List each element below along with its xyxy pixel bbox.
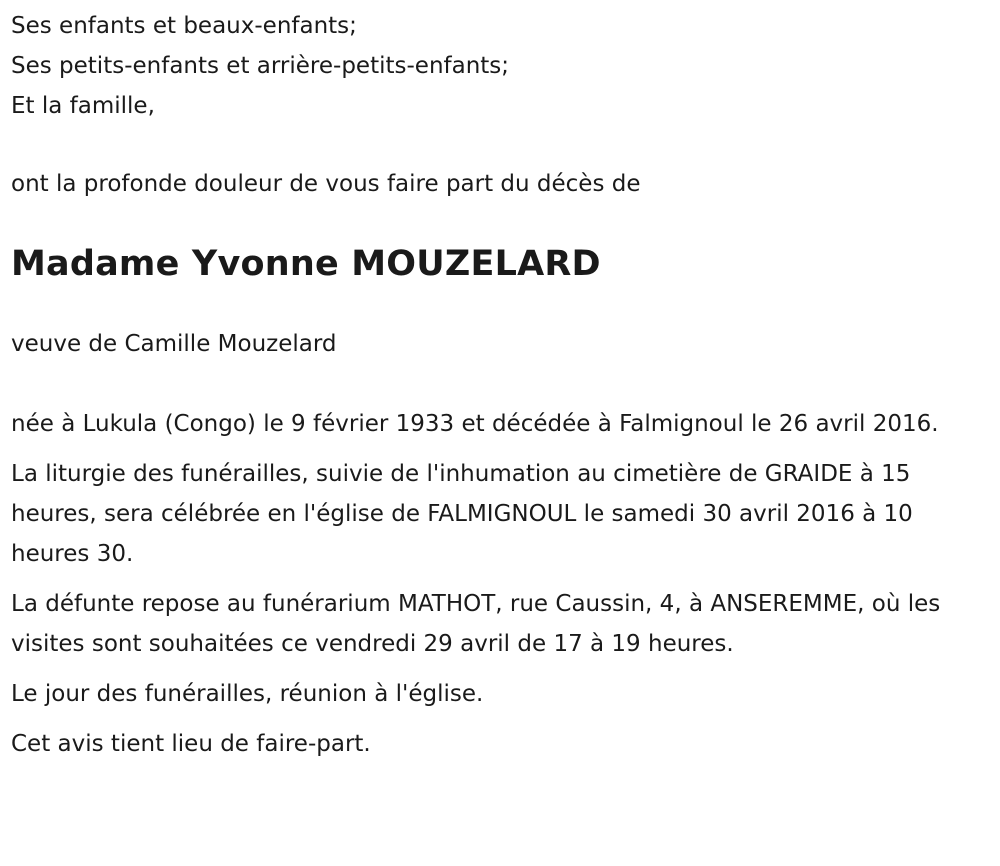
funeral-liturgy-paragraph: La liturgie des funérailles, suivie de l'inhumation au cimetière de GRAIDE à 15 heures, sera célébrée en l'église de FALMIGNOUL le samedi 30 avril 2016 à 10 heures 30. xyxy=(11,461,913,567)
obituary-notice xyxy=(11,6,993,764)
meeting-paragraph: Le jour des funérailles, réunion à l'église. xyxy=(11,681,484,707)
widow-of-text: veuve de Camille Mouzelard xyxy=(11,331,337,357)
deceased-name: Madame Yvonne MOUZELARD xyxy=(11,244,601,284)
family-line-family: Et la famille, xyxy=(11,93,155,119)
notice-paragraph: Cet avis tient lieu de faire-part. xyxy=(11,731,371,757)
funerarium-paragraph: La défunte repose au funérarium MATHOT, rue Caussin, 4, à ANSEREMME, où les visites sont souhaitées ce vendredi 29 avril de 17 à 19 heures. xyxy=(11,591,941,657)
family-line-grandchildren: Ses petits-enfants et arrière-petits-enfants; xyxy=(11,53,510,79)
spacer xyxy=(11,126,993,164)
family-line-children: Ses enfants et beaux-enfants; xyxy=(11,13,357,39)
announcement-text: ont la profonde douleur de vous faire part du décès de xyxy=(11,171,641,197)
birth-death-paragraph: née à Lukula (Congo) le 9 février 1933 et décédée à Falmignoul le 26 avril 2016. xyxy=(11,411,939,437)
